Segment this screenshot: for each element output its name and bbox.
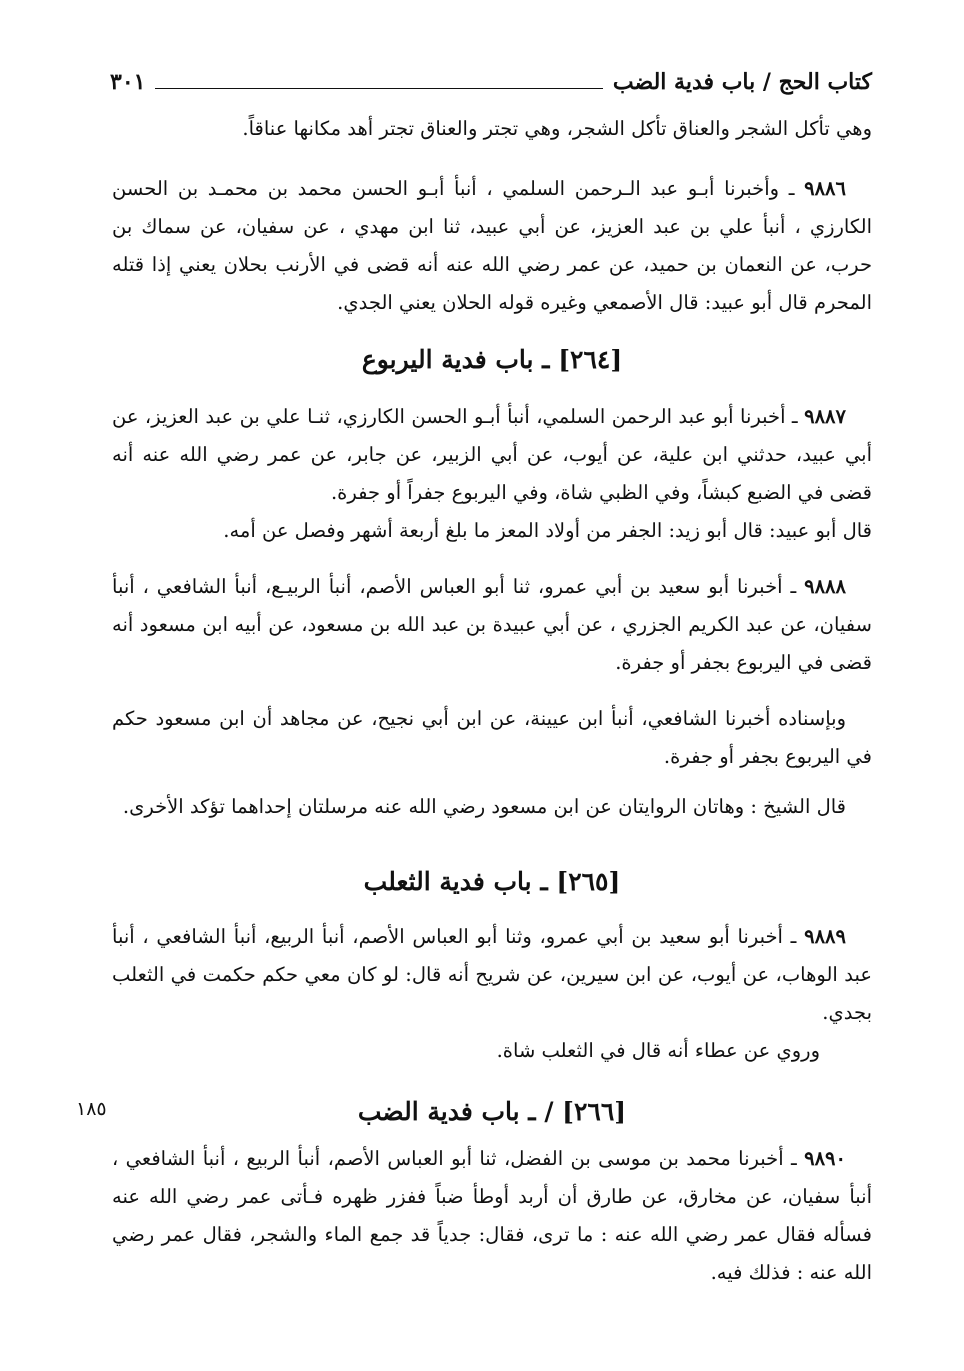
- hadith-text: ـ أخبرنا محمد بن موسى بن الفضل، ثنا أبو العباس الأصم، أنبأ الربيع ، أنبأ الشافعي ، أنبأ سفيان، عن مخارق، عن طارق أن أربد أوطأ ضباً ففزر ظهره فـأتى عمر رضي الله عنه فسأله فقال عمر رضي الله عنه : ما ترى، فقال: جدياً قد جمع الماء والشجر، فقال عمر رضي الله عنه : فذلك فيه.: [112, 1147, 872, 1284]
- hadith-9886: [112, 170, 872, 322]
- header-rule: [155, 88, 602, 89]
- page-number: ٣٠١: [110, 69, 146, 95]
- hadith-text: ـ أخبرنا أبو سعيد بن أبي عمرو، وثنا أبو العباس الأصم، أنبأ الربيع، أنبأ الشافعي ، أنبأ عبد الوهاب، عن أيوب، عن ابن سيرين، عن شريح أنه قال: لو كان معي حكم حكمت في الثعلب بجدي.: [112, 925, 872, 1024]
- hadith-9890: [112, 1140, 872, 1292]
- hadith-number: ٩٨٨٨: [804, 575, 846, 598]
- hadith-9888: [112, 568, 872, 682]
- hadith-text: ـ أخبرنا أبو سعيد بن أبي عمرو، ثنا أبو العباس الأصم، أنبأ الربيـع، أنبأ الشافعي ، أنبأ سفيان، عن عبد الكريم الجزري ، عن أبي عبيدة بن عبد الله بن مسعود، عن أبيه ابن مسعود أنه قضى في اليربوع بجفر أو جفرة.: [112, 575, 872, 674]
- running-title: كتاب الحج / باب فدية الضب: [612, 69, 872, 95]
- hadith-number: ٩٨٩٠: [804, 1147, 846, 1170]
- narration: وروي عن عطاء أنه قال في الثعلب شاة.: [496, 1039, 820, 1062]
- hadith-number: ٩٨٨٩: [804, 925, 846, 948]
- hadith-number: ٩٨٨٧: [804, 405, 846, 428]
- hadith-9887: [112, 398, 872, 550]
- hadith-number: ٩٨٨٦: [804, 177, 846, 200]
- hadith-9889: [112, 918, 872, 1070]
- explanation: قال أبو عبيد: قال أبو زيد: الجفر من أولاد المعز ما بلغ أربعة أشهر وفصل عن أمه.: [223, 519, 872, 542]
- shaykh-comment: قال الشيخ : وهاتان الروايتان عن ابن مسعود رضي الله عنه مرسلتان إحداهما تؤكد الأخرى.: [122, 795, 846, 818]
- chapter-heading-264: [٢٦٤] ـ باب فدية اليربوع: [361, 345, 623, 374]
- hadith-text: ـ وأخبرنا أبـو عبد الـرحمن السلمي ، أنبأ أبـو الحسن محمد بن محمـد بن الحسن الكارزي ، أنبأ علي بن عبد العزيز، عن أبي عبيد، ثنا ابن مهدي ، عن سفيان، عن سماك بن حرب، عن النعمان بن حميد، عن عمر رضي الله عنه أنه قضى في الأرنب بحلان يعني إذا قتله المحرم قال أبو عبيد: قال الأصمعي وغيره قوله الحلان يعني الجدي.: [112, 177, 872, 314]
- paragraph-continuation: وهي تأكل الشجر والعناق تأكل الشجر، وهي تجتر والعناق تجتر أهد مكانها عناقاً.: [242, 117, 872, 140]
- chapter-heading-266: [٢٦٦] / ـ باب فدية الضب: [357, 1097, 627, 1126]
- chapter-heading-265: [٢٦٥] ـ باب فدية الثعلب: [363, 867, 621, 896]
- margin-page-marker: ١٨٥: [76, 1098, 107, 1120]
- chain-paragraph: وبإسناده أخبرنا الشافعي، أنبأ ابن عيينة، عن ابن أبي نجيح، عن مجاهد أن ابن مسعود حكم في اليربوع بجفر أو جفرة.: [112, 707, 872, 768]
- hadith-text: ـ أخبرنا أبو عبد الرحمن السلمي، أنبأ أبـو الحسن الكارزي، ثنـا علي بن عبد العزيز، عن أبي عبيد، حدثني ابن علية، عن أيوب، عن أبي الزبير، عن جابر، عن عمر رضي الله عنه أنه قضى في الضبع كبشاً، وفي الظبي شاة، وفي اليربوع جفراً أو جفرة.: [112, 405, 872, 504]
- running-header: [110, 62, 872, 102]
